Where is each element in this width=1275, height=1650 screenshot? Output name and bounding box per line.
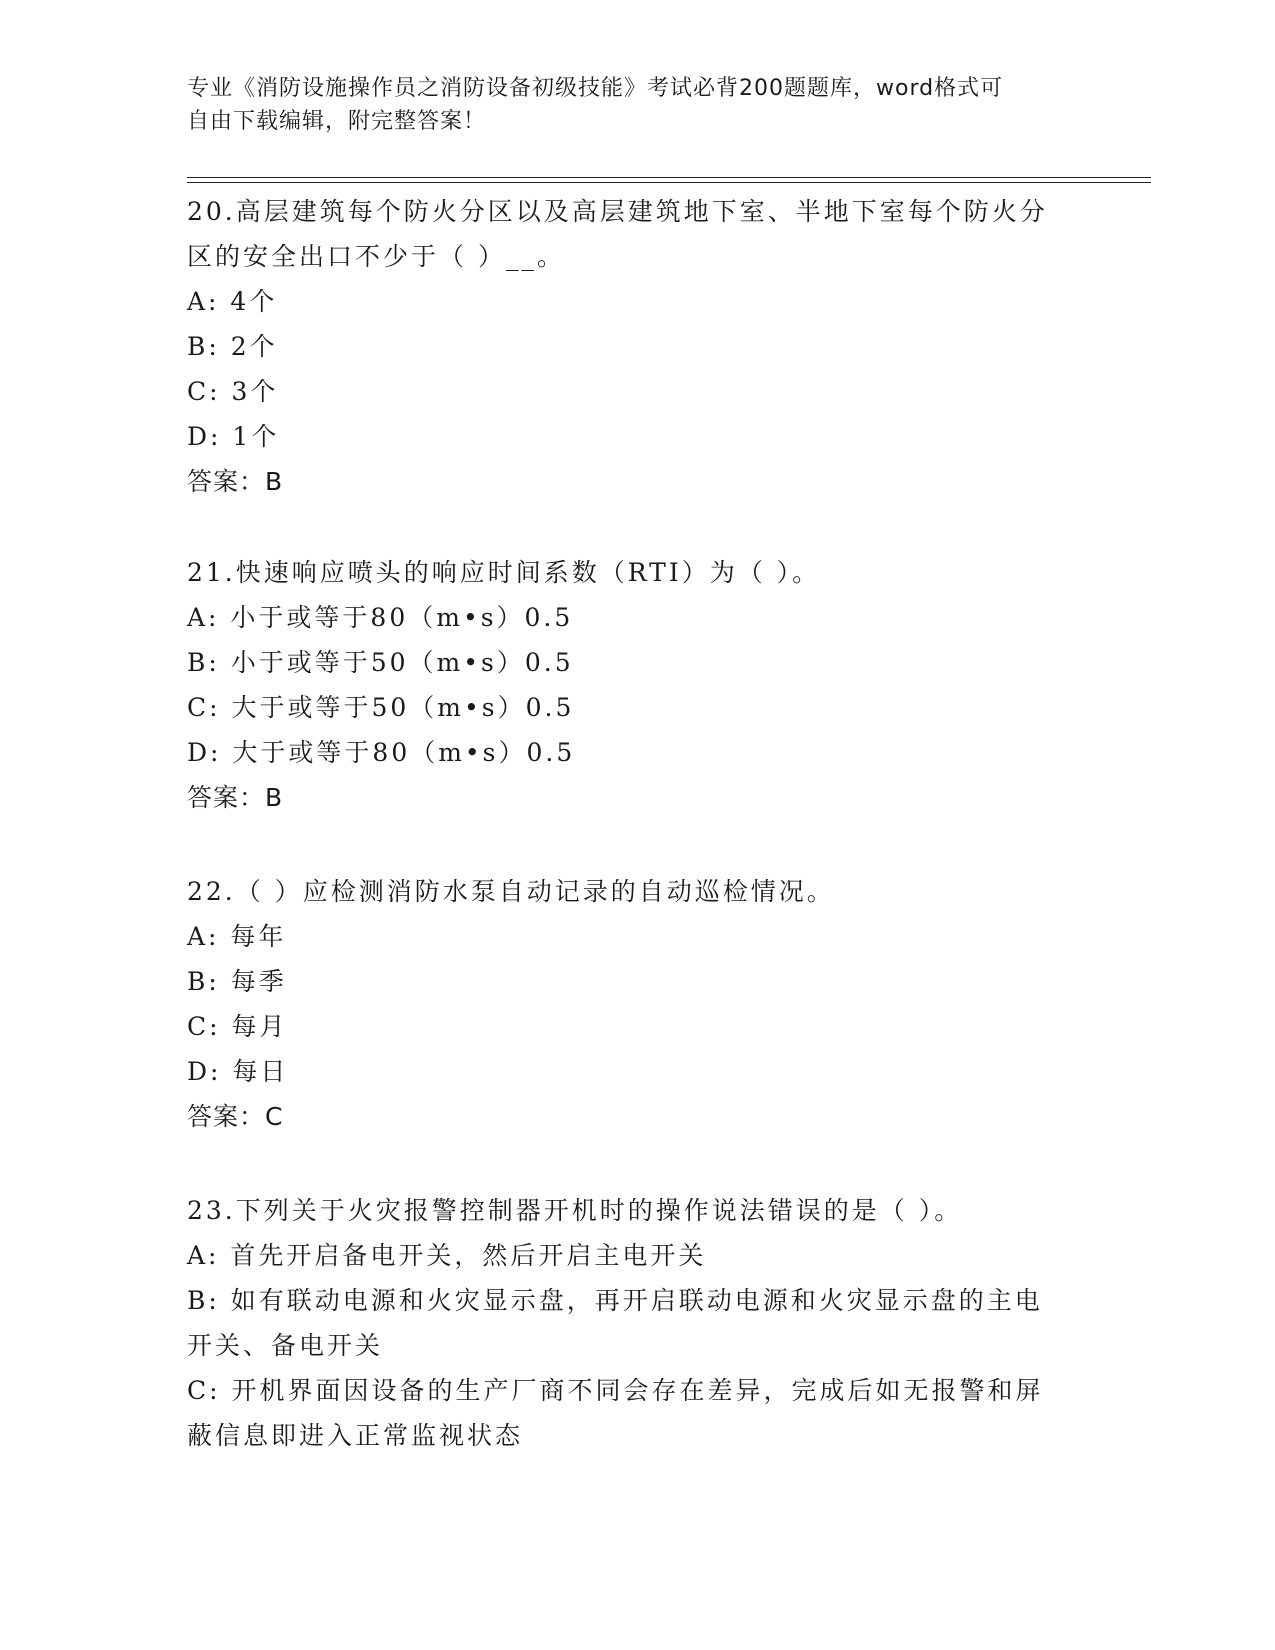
option-b-continued: 开关、备电开关 [187, 1331, 384, 1360]
option-b: B: 2个 [187, 332, 278, 361]
question-stem: 23.下列关于火灾报警控制器开机时的操作说法错误的是（ ）。 [187, 1196, 963, 1225]
option-a: A: 小于或等于80（m•s）0.5 [187, 603, 574, 632]
header-divider-bottom [187, 182, 1151, 183]
option-a: A: 4个 [187, 287, 278, 316]
option-c: C: 大于或等于50（m•s）0.5 [187, 693, 575, 722]
question-stem: 20.高层建筑每个防火分区以及高层建筑地下室、半地下室每个防火分 [187, 197, 1048, 226]
header-divider-top [187, 177, 1151, 178]
option-c: C: 3个 [187, 377, 279, 406]
question-stem: 22.（ ）应检测消防水泵自动记录的自动巡检情况。 [187, 877, 835, 906]
question-stem: 区的安全出口不少于（ ）__。 [187, 242, 565, 271]
option-b: B: 小于或等于50（m•s）0.5 [187, 648, 574, 677]
option-b: B: 如有联动电源和火灾显示盘，再开启联动电源和火灾显示盘的主电 [187, 1286, 1043, 1315]
question-stem: 21.快速响应喷头的响应时间系数（RTI）为（ ）。 [187, 558, 821, 587]
question-23 [187, 1188, 1087, 1458]
document-header [187, 72, 1067, 138]
option-a: A: 首先开启备电开关，然后开启主电开关 [187, 1241, 707, 1270]
option-b: B: 每季 [187, 967, 287, 996]
answer-line: 答案：B [187, 783, 284, 812]
answer-line: 答案：C [187, 1102, 284, 1131]
header-line-1: 专业《消防设施操作员之消防设备初级技能》考试必背200题题库，word格式可 [187, 76, 1004, 101]
option-d: D: 大于或等于80（m•s）0.5 [187, 738, 576, 767]
answer-line: 答案：B [187, 467, 284, 496]
option-d: D: 1个 [187, 422, 280, 451]
option-c: C: 开机界面因设备的生产厂商不同会存在差异，完成后如无报警和屏 [187, 1376, 1044, 1405]
option-c: C: 每月 [187, 1012, 288, 1041]
header-line-2: 自由下载编辑，附完整答案！ [187, 109, 487, 134]
option-d: D: 每日 [187, 1057, 289, 1086]
question-21 [187, 550, 1087, 820]
option-c-continued: 蔽信息即进入正常监视状态 [187, 1421, 524, 1450]
question-22 [187, 869, 1087, 1139]
question-20 [187, 189, 1087, 504]
option-a: A: 每年 [187, 922, 287, 951]
